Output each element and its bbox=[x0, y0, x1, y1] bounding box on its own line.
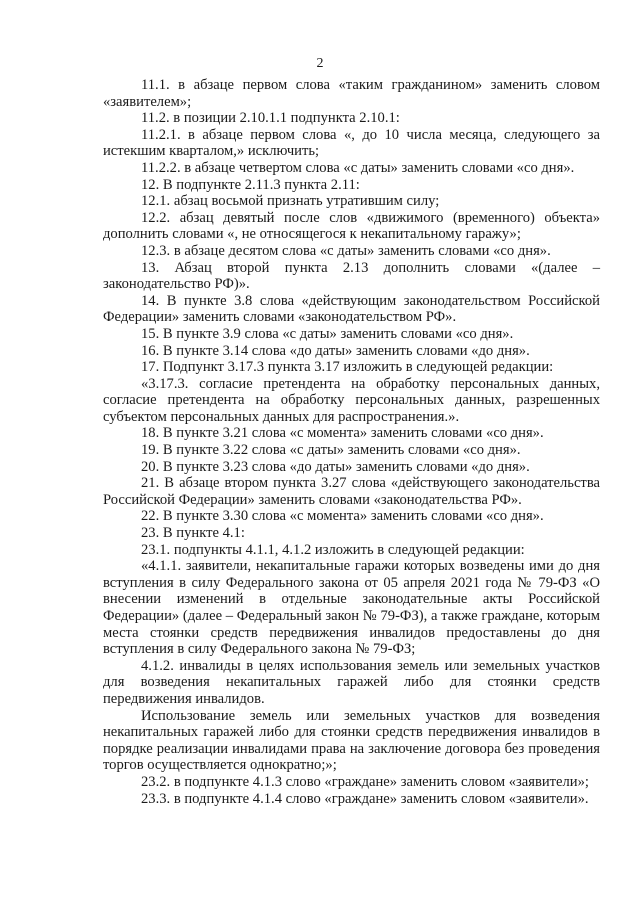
paragraph-4-1-1-quote: «4.1.1. заявители, некапитальные гаражи которых возведены ими до дня вступления в силу Федерального закона от 05 апреля 2021 года № 79-ФЗ «О внесении изменений в отдельные законодательные акты Российской Федерации» (далее – Федеральный закон № 79-ФЗ), а также граждане, которым места стоянки средств передвижения инвалидов предоставлены до дня вступления в силу Федерального закона № 79-ФЗ; bbox=[103, 558, 600, 658]
paragraph-20: 20. В пункте 3.23 слова «до даты» заменить словами «до дня». bbox=[141, 458, 530, 475]
paragraph-usage: Использование земель или земельных участков для возведения некапитальных гаражей либо для стоянки средств передвижения инвалидов в порядке реализации инвалидами права на заключение договора без проведения торгов осуществляется однократно;»; bbox=[103, 707, 600, 774]
paragraph-16: 16. В пункте 3.14 слова «до даты» заменить словами «до дня». bbox=[141, 342, 530, 359]
paragraph-4-1-2: 4.1.2. инвалиды в целях использования земель или земельных участков для возведения некапитальных гаражей либо для стоянки средств передвижения инвалидов. bbox=[103, 657, 600, 707]
paragraph-15: 15. В пункте 3.9 слова «с даты» заменить словами «со дня». bbox=[141, 325, 514, 342]
paragraph-11-2-1: 11.2.1. в абзаце первом слова «, до 10 числа месяца, следующего за истекшим кварталом,» исключить; bbox=[103, 126, 600, 160]
paragraph-18: 18. В пункте 3.21 слова «с момента» заменить словами «со дня». bbox=[141, 425, 544, 442]
paragraph-3-17-3-quote: «3.17.3. согласие претендента на обработку персональных данных, согласие претендента на обработку персональных данных, разрешенных субъектом персональных данных для распространения.». bbox=[103, 375, 600, 425]
paragraph-19: 19. В пункте 3.22 слова «с даты» заменить словами «со дня». bbox=[141, 442, 521, 459]
paragraph-23-2: 23.2. в подпункте 4.1.3 слово «граждане» заменить словом «заявители»; bbox=[141, 773, 589, 790]
paragraph-23-1: 23.1. подпункты 4.1.1, 4.1.2 изложить в следующей редакции: bbox=[141, 541, 525, 558]
paragraph-23: 23. В пункте 4.1: bbox=[141, 525, 245, 542]
paragraph-22: 22. В пункте 3.30 слова «с момента» заменить словами «со дня». bbox=[141, 508, 544, 525]
document-body bbox=[103, 77, 600, 807]
paragraph-21: 21. В абзаце втором пункта 3.27 слова «действующего законодательства Российской Федерации» заменить словами «законодательства РФ». bbox=[103, 475, 600, 508]
paragraph-11-1: 11.1. в абзаце первом слова «таким гражданином» заменить словом «заявителем»; bbox=[103, 77, 600, 110]
paragraph-11-2: 11.2. в позиции 2.10.1.1 подпункта 2.10.1: bbox=[141, 110, 400, 127]
paragraph-12-2: 12.2. абзац девятый после слов «движимого (временного) объекта» дополнить словами «, не относящегося к некапитальному гаражу»; bbox=[103, 209, 600, 243]
paragraph-12-3: 12.3. в абзаце десятом слова «с даты» заменить словами «со дня». bbox=[141, 242, 551, 259]
paragraph-12: 12. В подпункте 2.11.3 пункта 2.11: bbox=[141, 176, 360, 193]
paragraph-11-2-2: 11.2.2. в абзаце четвертом слова «с даты» заменить словами «со дня». bbox=[141, 159, 575, 176]
paragraph-12-1: 12.1. абзац восьмой признать утратившим силу; bbox=[141, 193, 440, 210]
page-number: 2 bbox=[316, 56, 324, 71]
paragraph-17: 17. Подпункт 3.17.3 пункта 3.17 изложить в следующей редакции: bbox=[141, 359, 554, 376]
paragraph-23-3: 23.3. в подпункте 4.1.4 слово «граждане» заменить словом «заявители». bbox=[141, 790, 589, 807]
paragraph-13: 13. Абзац второй пункта 2.13 дополнить словами «(далее – законодательство РФ)». bbox=[103, 259, 600, 293]
paragraph-14: 14. В пункте 3.8 слова «действующим законодательством Российской Федерации» заменить словами «законодательством РФ». bbox=[103, 292, 600, 326]
